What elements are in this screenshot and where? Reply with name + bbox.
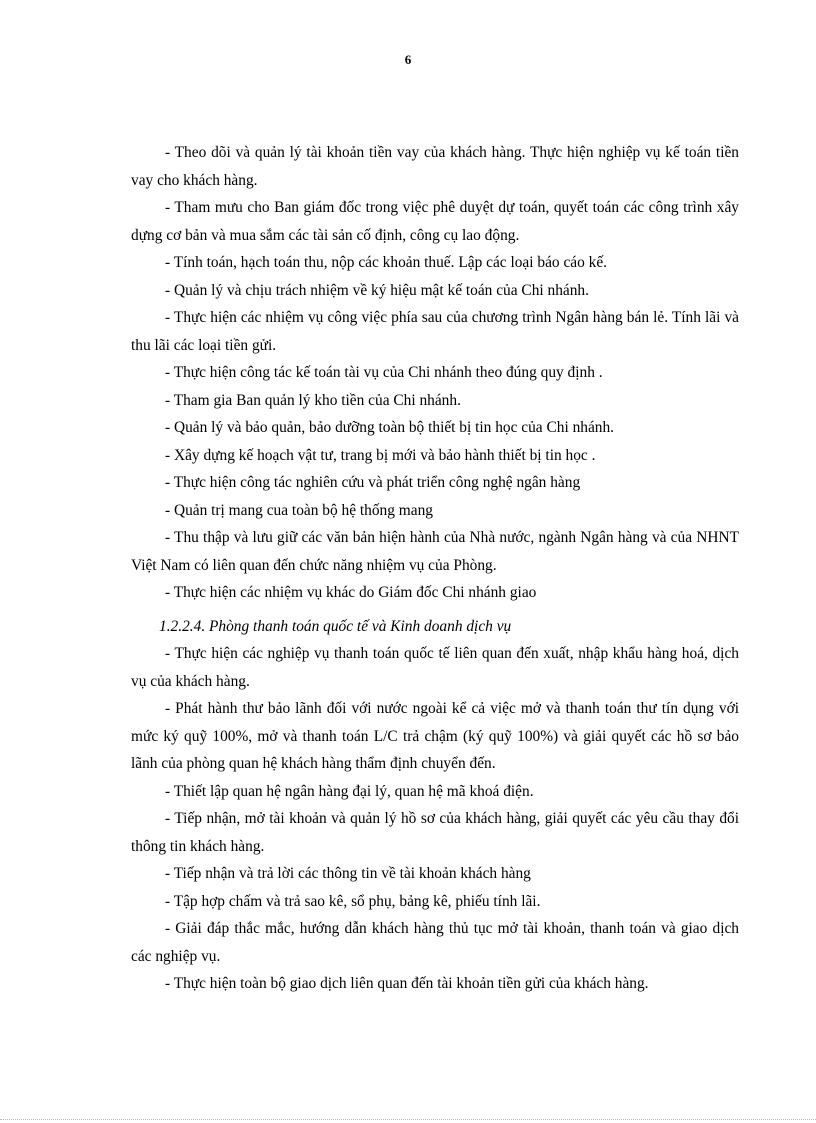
paragraph: - Tập hợp chấm và trả sao kê, sổ phụ, bảng kê, phiếu tính lãi. [165, 892, 541, 910]
paragraph: - Thực hiện công tác kế toán tài vụ của Chi nhánh theo đúng quy định . [165, 364, 603, 381]
paragraph: - Quản trị mang cua toàn bộ hệ thống mang [165, 501, 433, 519]
paragraph: - Tham mưu cho Ban giám đốc trong việc phê duyệt dự toán, quyết toán các công trình xây dựng cơ bản và mua sắm các tài sản cố định, công cụ lao động. [131, 199, 739, 244]
paragraph: - Tham gia Ban quản lý kho tiền của Chi nhánh. [165, 391, 461, 409]
paragraph: - Thực hiện công tác nghiên cứu và phát triển công nghệ ngân hàng [165, 474, 581, 491]
paragraph: - Thực hiện các nhiệm vụ khác do Giám đốc Chi nhánh giao [165, 584, 537, 601]
paragraph: - Thực hiện các nhiệm vụ công việc phía sau của chương trình Ngân hàng bán lẻ. Tính lãi và thu lãi các loại tiền gửi. [131, 309, 739, 354]
paragraph: - Thiết lập quan hệ ngân hàng đại lý, quan hệ mã khoá điện. [165, 782, 534, 800]
paragraph: - Quản lý và bảo quản, bảo dưỡng toàn bộ thiết bị tin học của Chi nhánh. [165, 419, 615, 436]
page-number: 6 [404, 52, 412, 67]
paragraph: - Giải đáp thắc mắc, hướng dẫn khách hàng thủ tục mở tài khoản, thanh toán và giao dịch các nghiệp vụ. [131, 920, 739, 965]
paragraph: - Tính toán, hạch toán thu, nộp các khoản thuế. Lập các loại báo cáo kế. [165, 254, 608, 271]
paragraph: - Xây dựng kế hoạch vật tư, trang bị mới và bảo hành thiết bị tin học . [165, 446, 596, 464]
paragraph: - Theo dõi và quản lý tài khoản tiền vay của khách hàng. Thực hiện nghiệp vụ kế toán tiền vay cho khách hàng. [131, 144, 739, 189]
paragraph: - Phát hành thư bảo lãnh đối với nước ngoài kể cả việc mở và thanh toán thư tín dụng với mức ký quỹ 100%, mở và thanh toán L/C trả chậm (ký quỹ 100%) và giải quyết các hồ sơ bảo lãnh của phòng quan hệ khách hàng thẩm định chuyển đến. [131, 700, 739, 772]
paragraph: - Thu thập và lưu giữ các văn bản hiện hành của Nhà nước, ngành Ngân hàng và của NHNT Việt Nam có liên quan đến chức năng nhiệm vụ của Phòng. [131, 529, 739, 574]
paragraph: - Tiếp nhận và trả lời các thông tin về tài khoản khách hàng [165, 865, 531, 882]
paragraph: - Thực hiện các nghiệp vụ thanh toán quốc tế liên quan đến xuất, nhập khẩu hàng hoá, dịch vụ của khách hàng. [131, 645, 739, 690]
paragraph: - Tiếp nhận, mở tài khoản và quản lý hồ sơ của khách hàng, giải quyết các yêu cầu thay đổi thông tin khách hàng. [131, 810, 739, 855]
document-body [131, 139, 739, 998]
section-heading: 1.2.2.4. Phòng thanh toán quốc tế và Kinh doanh dịch vụ [159, 617, 512, 635]
paragraph: - Quản lý và chịu trách nhiệm về ký hiệu mật kế toán của Chi nhánh. [165, 281, 589, 299]
page-bottom-border [0, 1119, 816, 1120]
paragraph: - Thực hiện toàn bộ giao dịch liên quan đến tài khoản tiền gửi của khách hàng. [165, 975, 649, 992]
